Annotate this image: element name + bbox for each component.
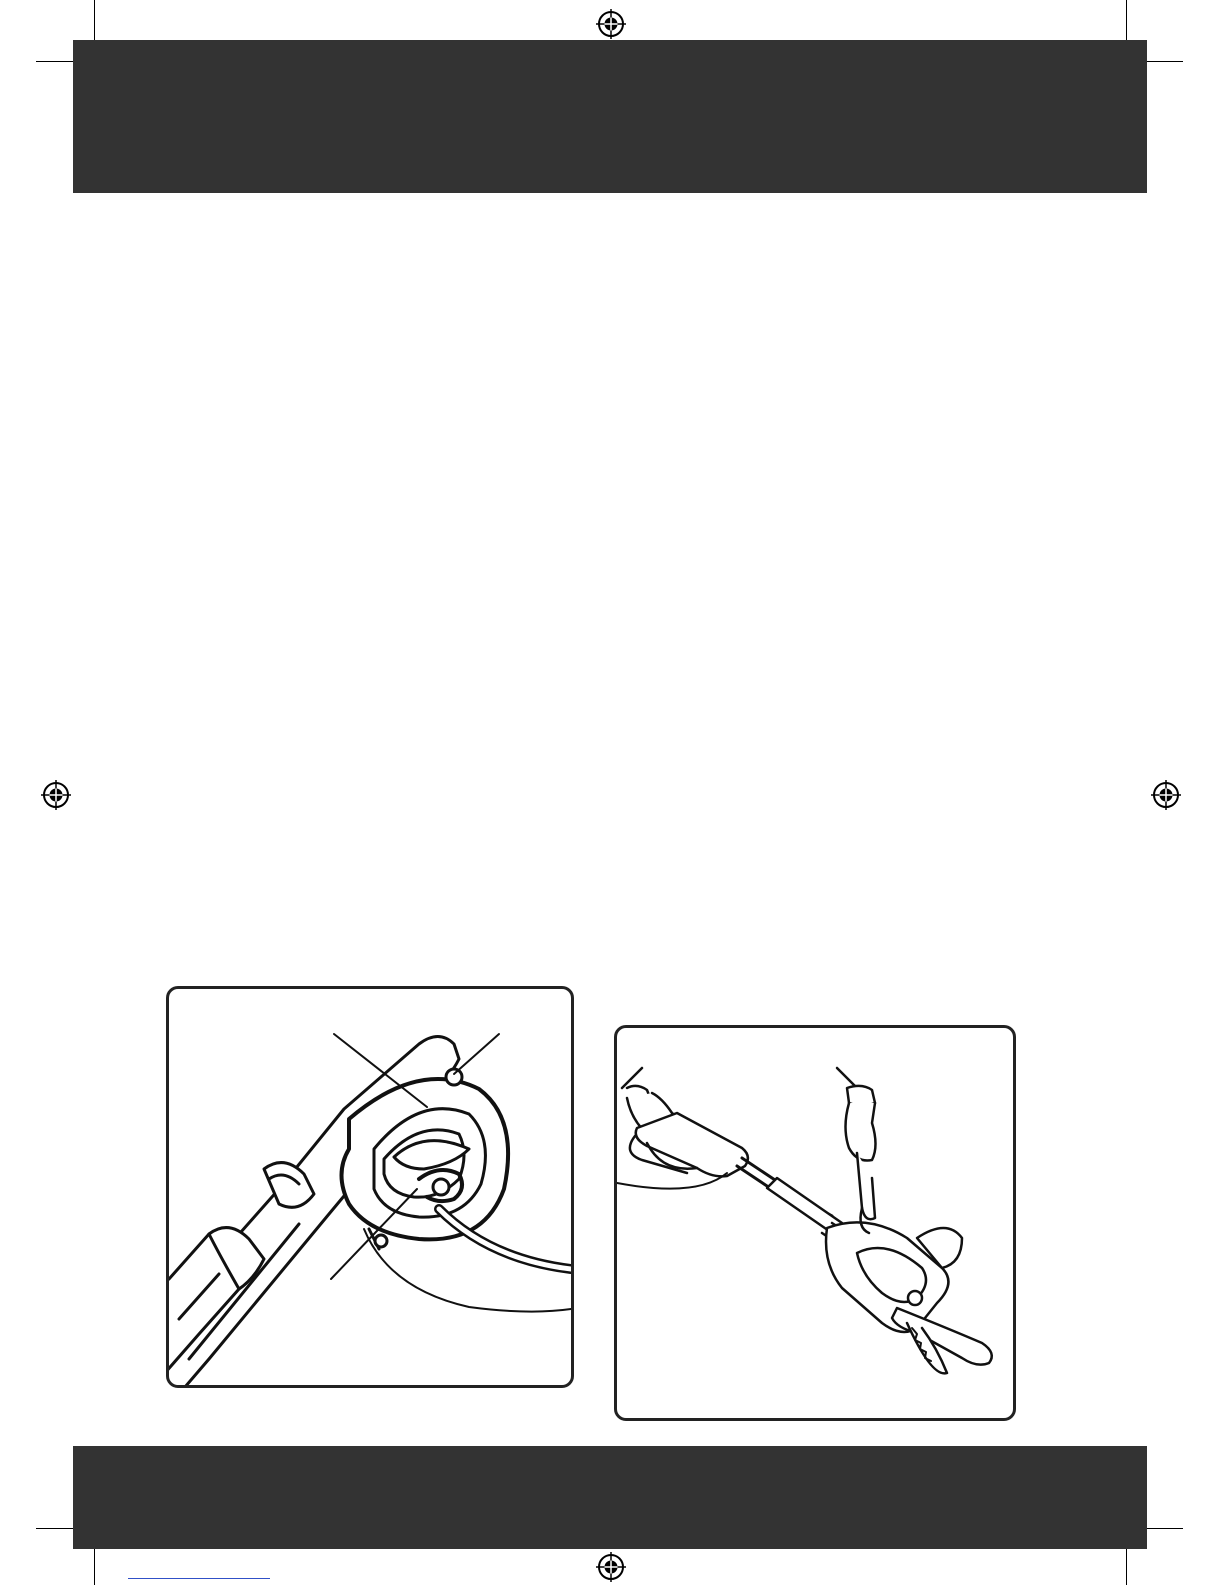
crop-mark	[1147, 61, 1183, 62]
handle-cord-retainer-illustration	[169, 989, 571, 1385]
crop-mark	[36, 61, 73, 62]
registration-mark-icon	[596, 1552, 626, 1582]
crop-mark	[94, 1549, 95, 1585]
registration-mark-icon	[596, 9, 626, 39]
figure-pole-saw-operation	[614, 1025, 1016, 1421]
crop-mark	[1126, 1549, 1127, 1585]
crop-mark	[36, 1528, 73, 1529]
crop-mark	[1126, 0, 1127, 40]
footer-underline	[128, 1578, 270, 1579]
footer-band	[73, 1446, 1147, 1549]
header-band	[73, 40, 1147, 193]
crop-mark	[94, 0, 95, 40]
figure-handle-cord-retainer	[166, 986, 574, 1388]
crop-mark	[1147, 1528, 1183, 1529]
pole-saw-operation-illustration	[617, 1028, 1013, 1418]
registration-mark-icon	[1151, 780, 1181, 810]
registration-mark-icon	[41, 780, 71, 810]
